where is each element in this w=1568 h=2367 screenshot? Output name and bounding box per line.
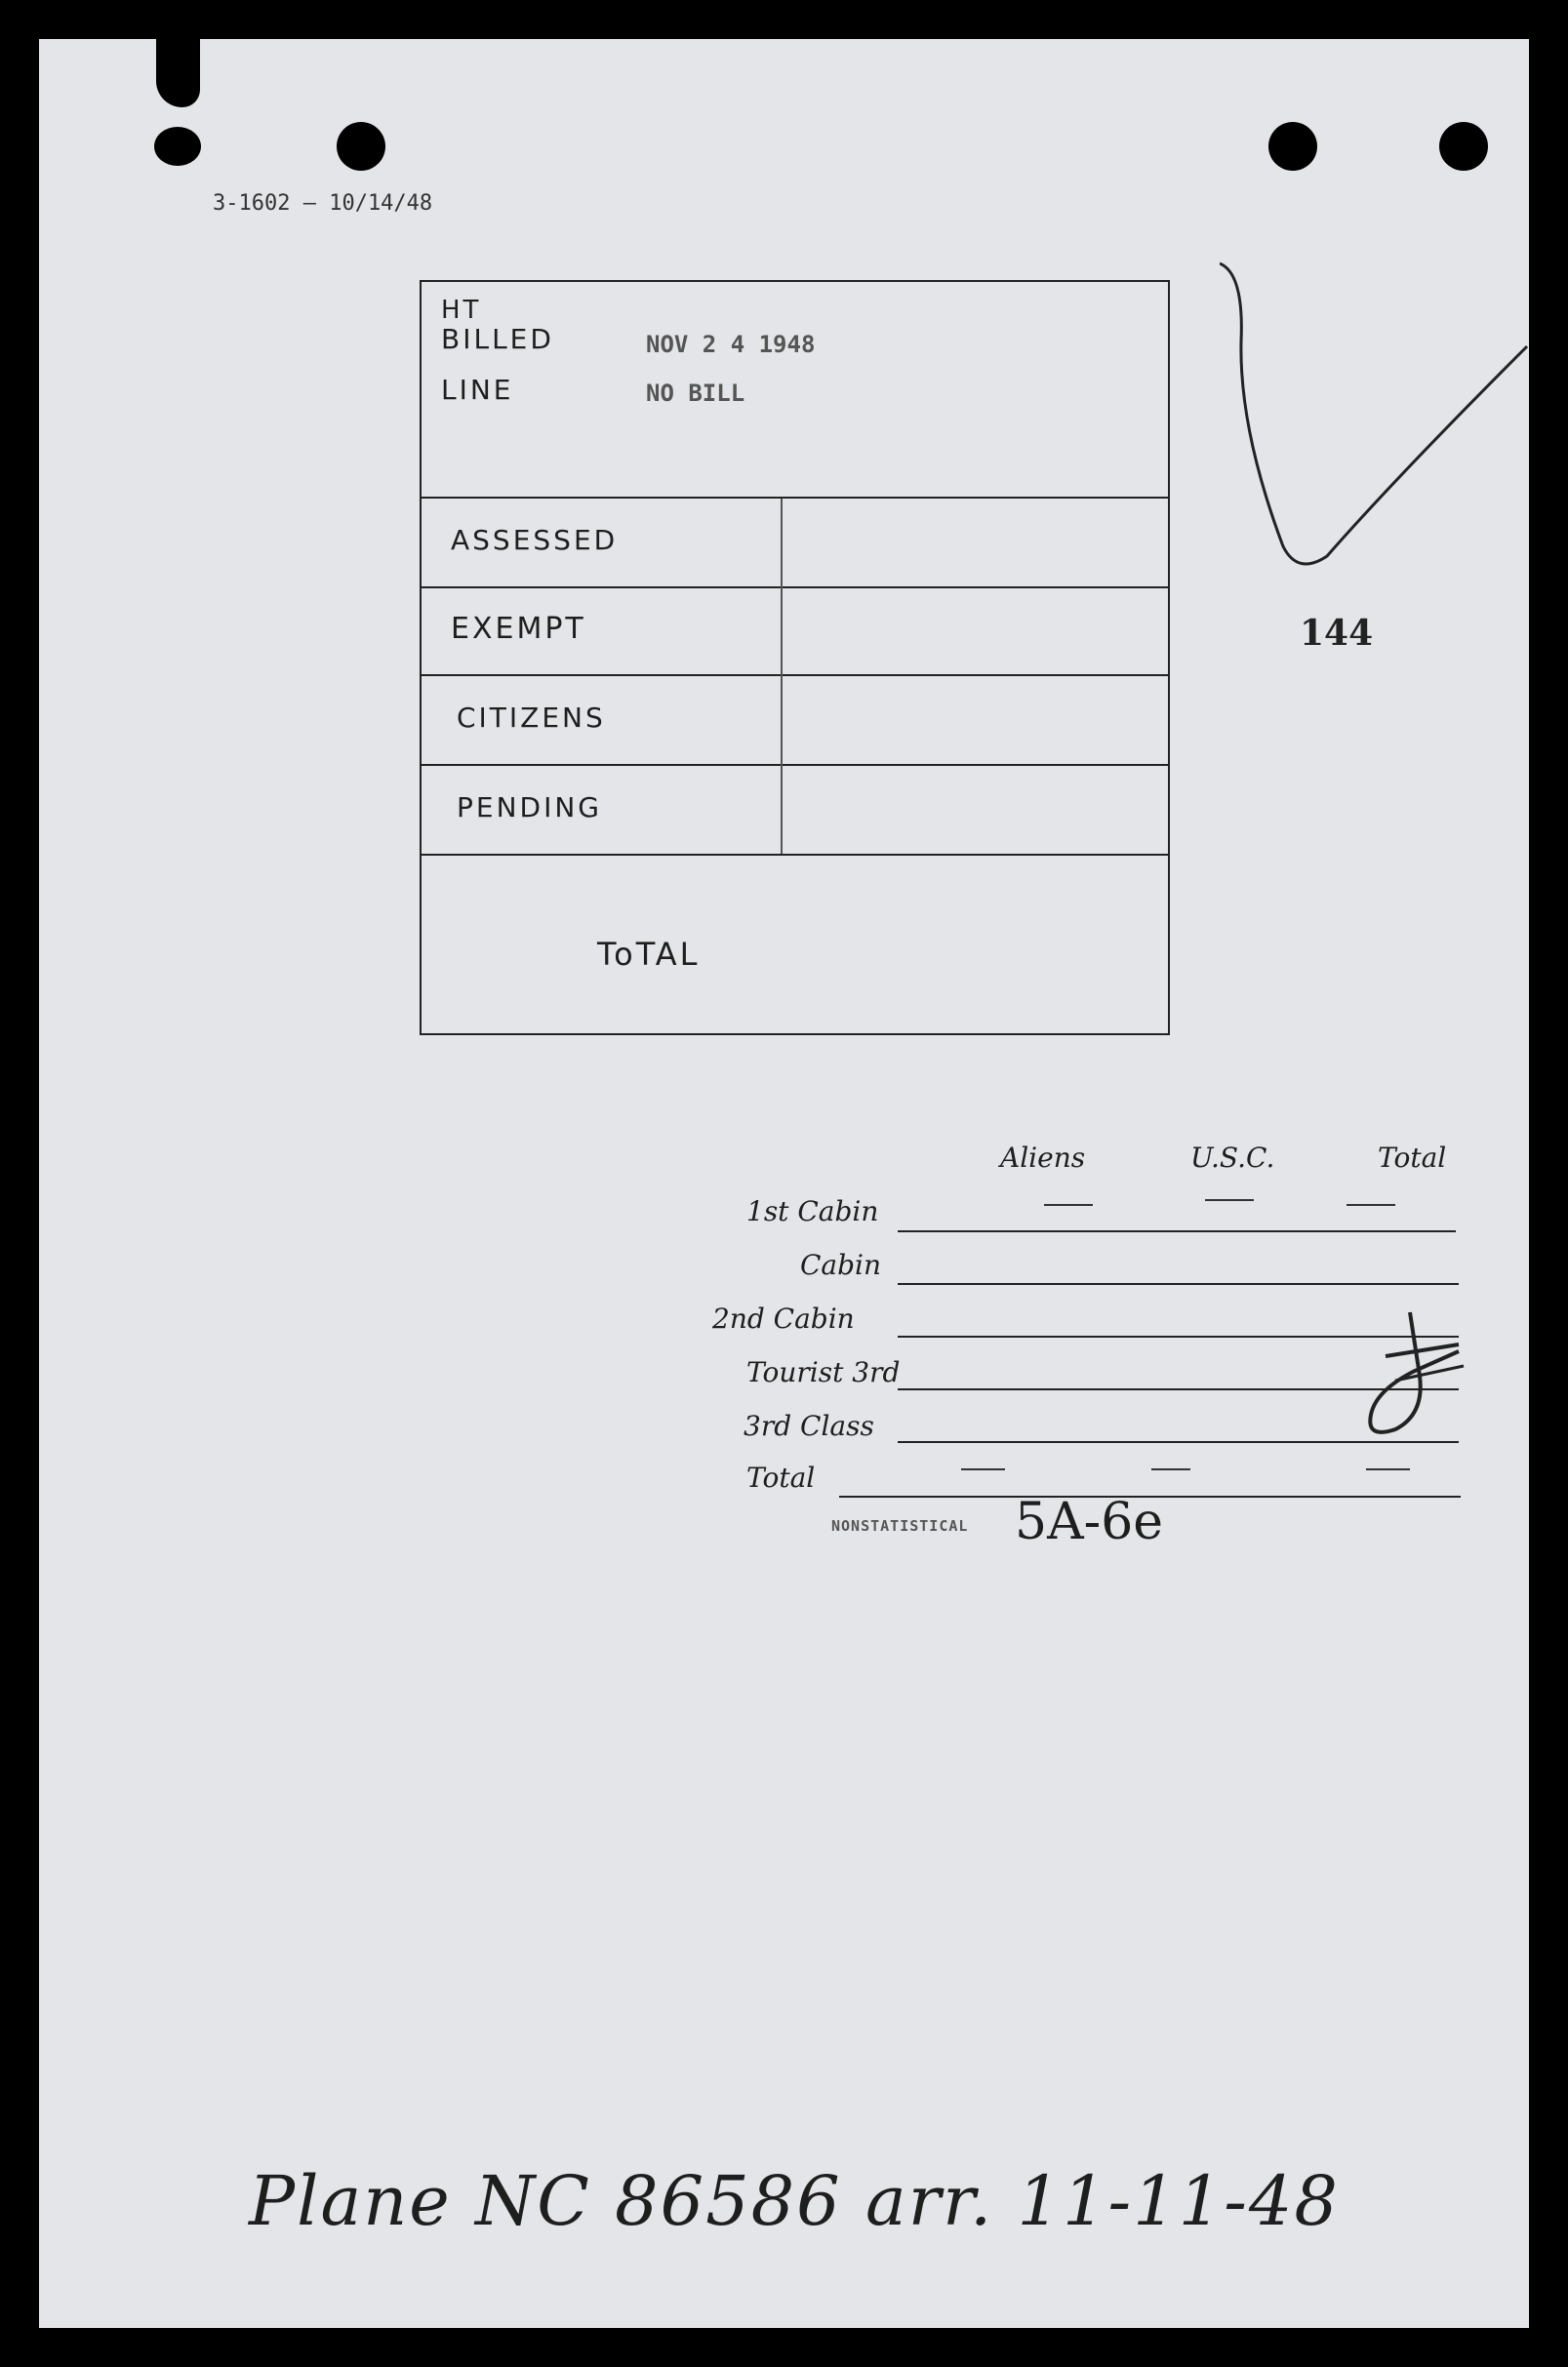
billed-label: BILLED [441,323,554,355]
classification-code: 5A-6e [1015,1493,1164,1551]
row-2nd-cabin-label: 2nd Cabin [712,1303,855,1335]
billed-date-stamp: NOV 2 4 1948 [646,331,816,358]
assessed-label: ASSESSED [451,524,619,556]
header-aliens: Aliens [1000,1142,1086,1174]
row-total-label: Total [746,1462,816,1494]
initials-mark [1356,1307,1473,1444]
stamp-row-assessed [422,499,1168,588]
header-total: Total [1378,1142,1447,1174]
punch-hole-center [337,122,385,171]
row-cabin-label: Cabin [800,1249,882,1281]
punch-hole-left [154,127,201,166]
row-3rd-class-label: 3rd Class [744,1410,874,1442]
nonstatistical-stamp: NONSTATISTICAL [831,1517,969,1535]
line-label: LINE [441,374,514,406]
footer-note: Plane NC 86586 arr. 11-11-48 [249,2161,1340,2241]
exempt-label: EXEMPT [451,612,586,646]
punch-hole-right-2 [1439,122,1488,171]
row-1st-cabin-label: 1st Cabin [746,1195,879,1227]
page-number: 144 [1300,613,1374,654]
stamp-box-column-divider [781,499,783,854]
ht-label: HT [441,296,482,325]
torn-corner [156,39,200,107]
pending-label: PENDING [457,791,602,823]
no-bill-stamp: NO BILL [646,380,745,407]
punch-hole-right-1 [1268,122,1317,171]
stamp-row-pending [422,766,1168,856]
stamp-box [420,280,1170,1035]
row-cabin-line [898,1283,1459,1285]
row-tourist-label: Tourist 3rd [746,1356,901,1388]
stamp-row-citizens [422,676,1168,766]
document-page [39,39,1529,2328]
total-label: ToTAL [597,936,701,973]
header-usc: U.S.C. [1190,1142,1275,1174]
row-1st-cabin-line [898,1230,1456,1232]
stamp-row-exempt [422,588,1168,676]
check-mark [1220,254,1568,605]
file-reference: 3-1602 — 10/14/48 [213,191,433,216]
citizens-label: CITIZENS [457,702,606,734]
